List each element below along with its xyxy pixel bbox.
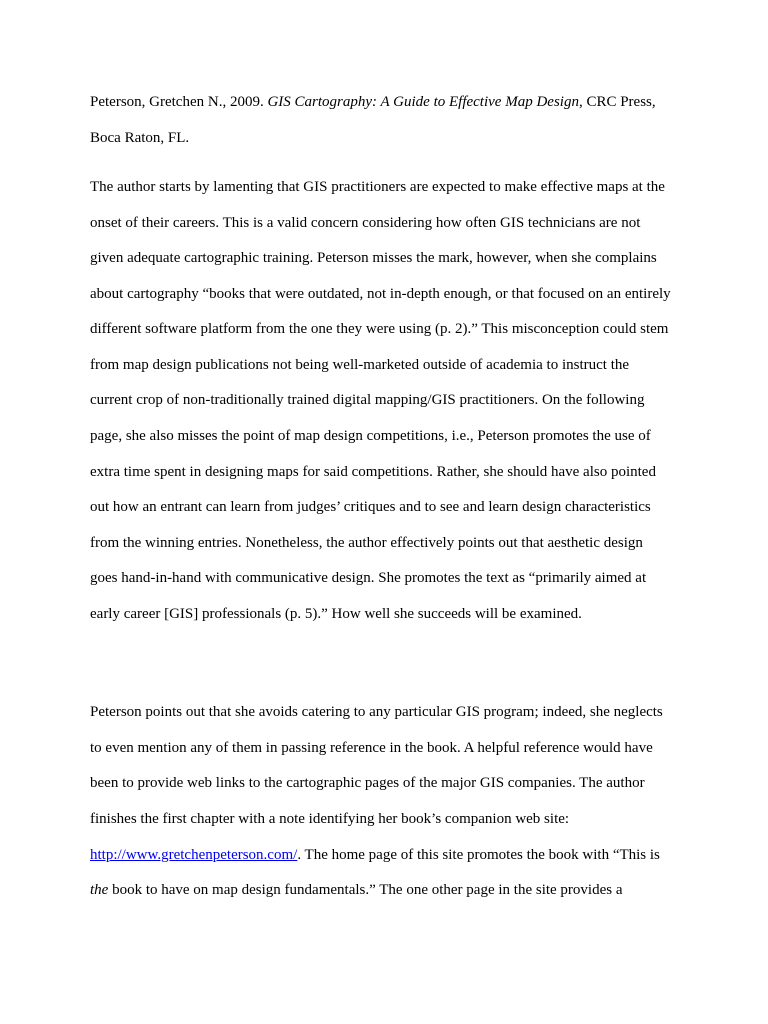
paragraph-1-line: given adequate cartographic training. Peterson misses the mark, however, when she complains: [90, 250, 657, 266]
citation-book-title: GIS Cartography: A Guide to Effective Map Design: [267, 94, 579, 110]
paragraph-1-line: current crop of non-traditionally trained digital mapping/GIS practitioners. On the following: [90, 392, 645, 408]
citation-author: Peterson, Gretchen N., 2009.: [90, 94, 268, 110]
link-trailing-text: . The home page of this site promotes the book with “This is: [297, 847, 660, 863]
paragraph-1-line: early career [GIS] professionals (p. 5).” How well she succeeds will be examined.: [90, 606, 582, 622]
citation-publisher: , CRC Press,: [578, 94, 656, 110]
paragraph-2-line: finishes the first chapter with a note identifying her book’s companion web site:: [90, 811, 570, 827]
last-line-text: book to have on map design fundamentals.” The one other page in the site provides a: [108, 882, 623, 898]
emphasis-the: the: [90, 882, 109, 898]
companion-site-link[interactable]: http://www.gretchenpeterson.com/: [90, 847, 298, 863]
paragraph-1-line: goes hand-in-hand with communicative design. She promotes the text as “primarily aimed at: [90, 570, 647, 586]
paragraph-1-line: The author starts by lamenting that GIS practitioners are expected to make effective maps at the: [90, 179, 665, 195]
paragraph-1-line: out how an entrant can learn from judges’ critiques and to see and learn design characteristics: [90, 499, 651, 515]
paragraph-1-line: extra time spent in designing maps for said competitions. Rather, she should have also pointed: [90, 464, 656, 480]
paragraph-1-line: different software platform from the one they were using (p. 2).” This misconception could stem: [90, 321, 669, 337]
paragraph-1-line: from the winning entries. Nonetheless, the author effectively points out that aesthetic design: [90, 535, 643, 551]
paragraph-1-line: about cartography “books that were outdated, not in-depth enough, or that focused on an entirely: [90, 286, 671, 302]
paragraph-1-line: page, she also misses the point of map design competitions, i.e., Peterson promotes the use of: [90, 428, 651, 444]
citation-line-1: [90, 92, 656, 112]
paragraph-2-line: been to provide web links to the cartographic pages of the major GIS companies. The author: [90, 775, 645, 791]
paragraph-1-line: onset of their careers. This is a valid concern considering how often GIS technicians are not: [90, 215, 641, 231]
paragraph-2-line: [90, 845, 660, 865]
paragraph-2-line: [90, 880, 623, 900]
citation-line-2: Boca Raton, FL.: [90, 130, 190, 146]
paragraph-1-line: from map design publications not being well-marketed outside of academia to instruct the: [90, 357, 630, 373]
paragraph-2-line: Peterson points out that she avoids catering to any particular GIS program; indeed, she neglects: [90, 704, 663, 720]
paragraph-2-line: to even mention any of them in passing reference in the book. A helpful reference would have: [90, 740, 653, 756]
